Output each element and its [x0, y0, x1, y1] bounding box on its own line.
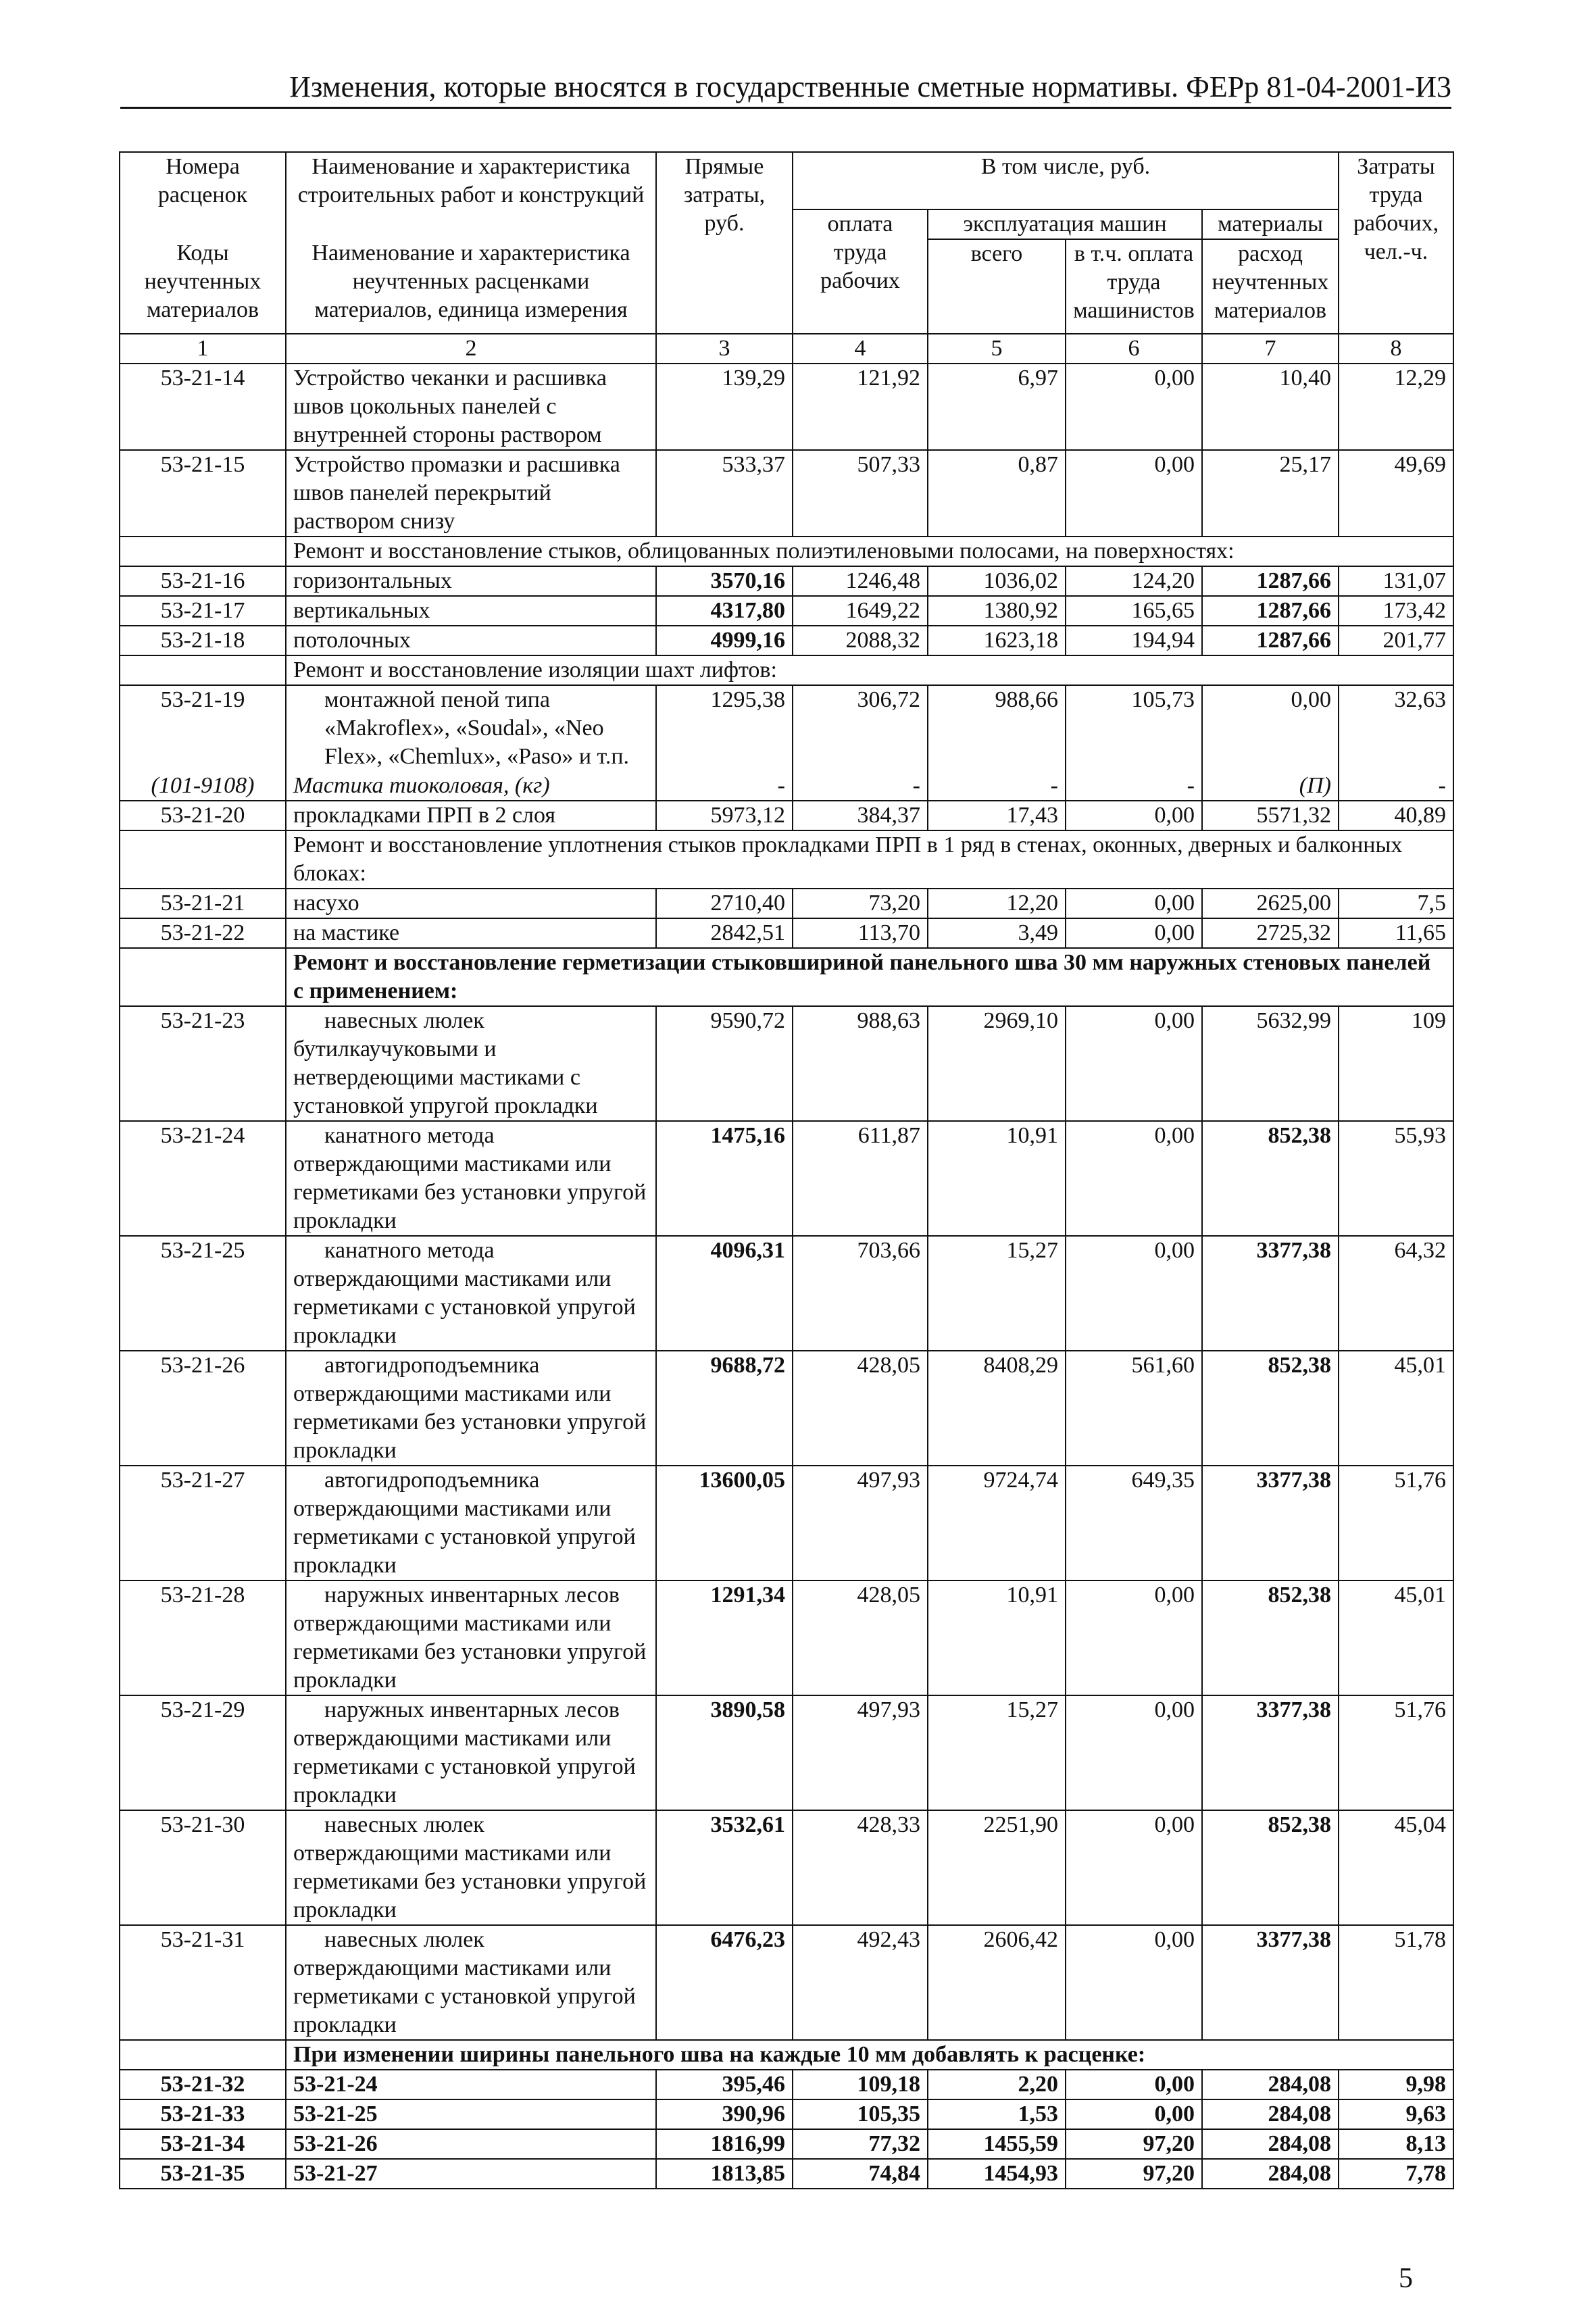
machines-total: 2,20 — [928, 2070, 1066, 2099]
labor: 64,32 — [1339, 1236, 1453, 1351]
direct-costs: 1813,85 — [656, 2159, 793, 2189]
section-row — [120, 948, 1453, 1006]
section-title: Ремонт и восстановление стыков, облицованных полиэтиленовыми полосами, на поверхностях: — [286, 537, 1453, 566]
header-materials-group: материалы — [1202, 209, 1339, 239]
machines-total: 2606,42 — [928, 1925, 1066, 2040]
materials: 1287,66 — [1202, 626, 1339, 655]
labor: 51,76 — [1339, 1466, 1453, 1580]
materials: (П) — [1202, 772, 1339, 801]
column-number: 4 — [793, 334, 928, 364]
wages: 703,66 — [793, 1236, 928, 1351]
table-row — [120, 1695, 1453, 1810]
machines-total: 1380,92 — [928, 596, 1066, 626]
section-title: Ремонт и восстановление изоляции шахт лифтов: — [286, 655, 1453, 685]
direct-costs: 139,29 — [656, 364, 793, 450]
rate-code: 53-21-34 — [120, 2129, 286, 2159]
machines-total: 6,97 — [928, 364, 1066, 450]
page-number: 5 — [1399, 2263, 1413, 2294]
direct-costs: 4999,16 — [656, 626, 793, 655]
machines-total: 2969,10 — [928, 1006, 1066, 1121]
work-name: канатного метода отверждающими мастиками или герметиками без установки упругой прокладки — [286, 1121, 656, 1236]
header-name-bottom: Наименование и характеристика неучтенных расценками материалов, единица измерения — [286, 239, 656, 334]
table-row — [120, 596, 1453, 626]
rate-code: 53-21-28 — [120, 1580, 286, 1695]
work-name: наружных инвентарных лесов отверждающими мастиками или герметиками с установкой упругой прокладки — [286, 1695, 656, 1810]
machinist-wages: - — [1066, 772, 1202, 801]
wages: 611,87 — [793, 1121, 928, 1236]
rate-code: 53-21-26 — [120, 1351, 286, 1466]
materials: 3377,38 — [1202, 1695, 1339, 1810]
machinist-wages: 0,00 — [1066, 450, 1202, 537]
work-name: прокладками ПРП в 2 слоя — [286, 801, 656, 830]
table-row — [120, 2159, 1453, 2189]
direct-costs: 9590,72 — [656, 1006, 793, 1121]
rate-code: 53-21-19 — [120, 685, 286, 772]
labor: 51,76 — [1339, 1695, 1453, 1810]
labor: 45,01 — [1339, 1351, 1453, 1466]
machinist-wages: 561,60 — [1066, 1351, 1202, 1466]
header-materials: расход неучтенных материалов — [1202, 239, 1339, 334]
machines-total: 10,91 — [928, 1121, 1066, 1236]
direct-costs: - — [656, 772, 793, 801]
header-row — [120, 152, 1453, 209]
table-row — [120, 450, 1453, 537]
work-name: монтажной пеной типа «Makroflex», «Soudal», «Neo Flex», «Chemlux», «Paso» и т.п. — [286, 685, 656, 772]
rate-code: 53-21-35 — [120, 2159, 286, 2189]
labor: 9,98 — [1339, 2070, 1453, 2099]
wages: - — [793, 772, 928, 801]
labor: 131,07 — [1339, 566, 1453, 596]
machinist-wages: 0,00 — [1066, 1121, 1202, 1236]
direct-costs: 3570,16 — [656, 566, 793, 596]
page-header: Изменения, которые вносятся в государственные сметные нормативы. ФЕРр 81-04-2001-И3 — [120, 68, 1451, 109]
header-name-top: Наименование и характеристика строительных работ и конструкций — [286, 152, 656, 209]
rate-code: 53-21-21 — [120, 889, 286, 918]
rate-code: 53-21-27 — [120, 1466, 286, 1580]
labor: 201,77 — [1339, 626, 1453, 655]
table-row — [120, 566, 1453, 596]
rate-code: 53-21-29 — [120, 1695, 286, 1810]
table-row — [120, 1236, 1453, 1351]
work-name: наружных инвентарных лесов отверждающими мастиками или герметиками без установки упругой прокладки — [286, 1580, 656, 1695]
machines-total: 1454,93 — [928, 2159, 1066, 2189]
machinist-wages: 105,73 — [1066, 685, 1202, 772]
base-rate-reference: 53-21-24 — [286, 2070, 656, 2099]
materials: 3377,38 — [1202, 1925, 1339, 2040]
labor: 49,69 — [1339, 450, 1453, 537]
work-name: навесных люлек отверждающими мастиками или герметиками без установки упругой прокладки — [286, 1810, 656, 1925]
work-name: Устройство чеканки и расшивка швов цокольных панелей с внутренней стороны раствором — [286, 364, 656, 450]
rate-code: 53-21-14 — [120, 364, 286, 450]
header-machinist-wages: в т.ч. оплата труда машинистов — [1066, 239, 1202, 334]
machinist-wages: 0,00 — [1066, 1925, 1202, 2040]
column-number: 2 — [286, 334, 656, 364]
machines-total: 12,20 — [928, 889, 1066, 918]
materials: 5632,99 — [1202, 1006, 1339, 1121]
machinist-wages: 0,00 — [1066, 2099, 1202, 2129]
labor: 109 — [1339, 1006, 1453, 1121]
machines-total: - — [928, 772, 1066, 801]
header-labor: Затраты труда рабочих, чел.-ч. — [1339, 152, 1453, 334]
direct-costs: 1475,16 — [656, 1121, 793, 1236]
rate-code: 53-21-32 — [120, 2070, 286, 2099]
materials: 3377,38 — [1202, 1236, 1339, 1351]
column-number: 7 — [1202, 334, 1339, 364]
wages: 1649,22 — [793, 596, 928, 626]
materials: 2625,00 — [1202, 889, 1339, 918]
materials: 25,17 — [1202, 450, 1339, 537]
labor: 32,63 — [1339, 685, 1453, 772]
labor: - — [1339, 772, 1453, 801]
section-title: При изменении ширины панельного шва на каждые 10 мм добавлять к расценке: — [286, 2040, 1453, 2070]
materials: 5571,32 — [1202, 801, 1339, 830]
table-row — [120, 2129, 1453, 2159]
materials: 852,38 — [1202, 1121, 1339, 1236]
base-rate-reference: 53-21-27 — [286, 2159, 656, 2189]
direct-costs: 4317,80 — [656, 596, 793, 626]
direct-costs: 3532,61 — [656, 1810, 793, 1925]
wages: 428,05 — [793, 1580, 928, 1695]
machines-total: 1036,02 — [928, 566, 1066, 596]
table-row — [120, 1810, 1453, 1925]
material-name: Мастика тиоколовая, (кг) — [286, 772, 656, 801]
machines-total: 1,53 — [928, 2099, 1066, 2129]
machinist-wages: 0,00 — [1066, 1236, 1202, 1351]
machines-total: 8408,29 — [928, 1351, 1066, 1466]
direct-costs: 2710,40 — [656, 889, 793, 918]
header-code-top: Номера расценок — [120, 152, 286, 209]
material-row — [120, 772, 1453, 801]
work-name: горизонтальных — [286, 566, 656, 596]
header-machines-total: всего — [928, 239, 1066, 334]
labor: 51,78 — [1339, 1925, 1453, 2040]
labor: 55,93 — [1339, 1121, 1453, 1236]
rates-table — [119, 151, 1454, 2189]
machinist-wages: 0,00 — [1066, 364, 1202, 450]
header-including: В том числе, руб. — [793, 152, 1339, 209]
table-row — [120, 685, 1453, 772]
wages: 121,92 — [793, 364, 928, 450]
machines-total: 17,43 — [928, 801, 1066, 830]
table-row — [120, 1351, 1453, 1466]
work-name: Устройство промазки и расшивка швов панелей перекрытий раствором снизу — [286, 450, 656, 537]
materials: 284,08 — [1202, 2159, 1339, 2189]
section-row — [120, 655, 1453, 685]
table-row — [120, 626, 1453, 655]
machinist-wages: 124,20 — [1066, 566, 1202, 596]
materials: 284,08 — [1202, 2070, 1339, 2099]
table-row — [120, 889, 1453, 918]
section-row — [120, 537, 1453, 566]
rate-code: 53-21-20 — [120, 801, 286, 830]
column-numbers-row — [120, 334, 1453, 364]
direct-costs: 2842,51 — [656, 918, 793, 948]
materials: 852,38 — [1202, 1580, 1339, 1695]
machinist-wages: 0,00 — [1066, 889, 1202, 918]
machinist-wages: 194,94 — [1066, 626, 1202, 655]
wages: 497,93 — [793, 1695, 928, 1810]
direct-costs: 9688,72 — [656, 1351, 793, 1466]
table-row — [120, 801, 1453, 830]
wages: 74,84 — [793, 2159, 928, 2189]
direct-costs: 390,96 — [656, 2099, 793, 2129]
machines-total: 0,87 — [928, 450, 1066, 537]
machinist-wages: 0,00 — [1066, 801, 1202, 830]
machinist-wages: 97,20 — [1066, 2129, 1202, 2159]
wages: 77,32 — [793, 2129, 928, 2159]
materials: 10,40 — [1202, 364, 1339, 450]
labor: 40,89 — [1339, 801, 1453, 830]
machines-total: 3,49 — [928, 918, 1066, 948]
labor: 173,42 — [1339, 596, 1453, 626]
machinist-wages: 649,35 — [1066, 1466, 1202, 1580]
wages: 73,20 — [793, 889, 928, 918]
rate-code: 53-21-15 — [120, 450, 286, 537]
labor: 45,04 — [1339, 1810, 1453, 1925]
direct-costs: 395,46 — [656, 2070, 793, 2099]
work-name: насухо — [286, 889, 656, 918]
rate-code: 53-21-31 — [120, 1925, 286, 2040]
column-number: 1 — [120, 334, 286, 364]
wages: 105,35 — [793, 2099, 928, 2129]
machinist-wages: 0,00 — [1066, 2070, 1202, 2099]
materials: 2725,32 — [1202, 918, 1339, 948]
machinist-wages: 0,00 — [1066, 1695, 1202, 1810]
direct-costs: 6476,23 — [656, 1925, 793, 2040]
labor: 45,01 — [1339, 1580, 1453, 1695]
direct-costs: 533,37 — [656, 450, 793, 537]
direct-costs: 1295,38 — [656, 685, 793, 772]
base-rate-reference: 53-21-26 — [286, 2129, 656, 2159]
work-name: на мастике — [286, 918, 656, 948]
wages: 113,70 — [793, 918, 928, 948]
work-name: вертикальных — [286, 596, 656, 626]
machinist-wages: 0,00 — [1066, 1810, 1202, 1925]
machines-total: 2251,90 — [928, 1810, 1066, 1925]
work-name: навесных люлек бутилкаучуковыми и нетвердеющими мастиками с установкой упругой прокладки — [286, 1006, 656, 1121]
materials: 1287,66 — [1202, 566, 1339, 596]
wages: 507,33 — [793, 450, 928, 537]
machines-total: 9724,74 — [928, 1466, 1066, 1580]
table-row — [120, 1466, 1453, 1580]
machinist-wages: 0,00 — [1066, 1580, 1202, 1695]
direct-costs: 5973,12 — [656, 801, 793, 830]
column-number: 3 — [656, 334, 793, 364]
materials: 852,38 — [1202, 1351, 1339, 1466]
table-row — [120, 364, 1453, 450]
work-name: навесных люлек отверждающими мастиками или герметиками с установкой упругой прокладки — [286, 1925, 656, 2040]
header-direct-costs: Прямые затраты, руб. — [656, 152, 793, 334]
labor: 8,13 — [1339, 2129, 1453, 2159]
machines-total: 15,27 — [928, 1695, 1066, 1810]
base-rate-reference: 53-21-25 — [286, 2099, 656, 2129]
table-row — [120, 1580, 1453, 1695]
table-row — [120, 918, 1453, 948]
rate-code: 53-21-18 — [120, 626, 286, 655]
section-title: Ремонт и восстановление уплотнения стыков прокладками ПРП в 1 ряд в стенах, оконных, дверных и балконных блоках: — [286, 830, 1453, 889]
wages: 109,18 — [793, 2070, 928, 2099]
rate-code: 53-21-22 — [120, 918, 286, 948]
rate-code: 53-21-23 — [120, 1006, 286, 1121]
wages: 384,37 — [793, 801, 928, 830]
labor: 12,29 — [1339, 364, 1453, 450]
wages: 306,72 — [793, 685, 928, 772]
wages: 1246,48 — [793, 566, 928, 596]
materials: 284,08 — [1202, 2099, 1339, 2129]
table-row — [120, 1925, 1453, 2040]
work-name: потолочных — [286, 626, 656, 655]
section-row — [120, 830, 1453, 889]
wages: 988,63 — [793, 1006, 928, 1121]
column-number: 5 — [928, 334, 1066, 364]
machinist-wages: 165,65 — [1066, 596, 1202, 626]
work-name: канатного метода отверждающими мастиками или герметиками с установкой упругой прокладки — [286, 1236, 656, 1351]
materials: 1287,66 — [1202, 596, 1339, 626]
table-row — [120, 1006, 1453, 1121]
work-name: автогидроподъемника отверждающими мастиками или герметиками с установкой упругой прокладки — [286, 1466, 656, 1580]
materials: 852,38 — [1202, 1810, 1339, 1925]
machinist-wages: 0,00 — [1066, 918, 1202, 948]
header-wages: оплата труда рабочих — [793, 209, 928, 334]
direct-costs: 3890,58 — [656, 1695, 793, 1810]
machinist-wages: 0,00 — [1066, 1006, 1202, 1121]
table-row — [120, 1121, 1453, 1236]
machinist-wages: 97,20 — [1066, 2159, 1202, 2189]
wages: 492,43 — [793, 1925, 928, 2040]
machines-total: 1623,18 — [928, 626, 1066, 655]
rate-code: 53-21-24 — [120, 1121, 286, 1236]
direct-costs: 4096,31 — [656, 1236, 793, 1351]
rate-code: 53-21-16 — [120, 566, 286, 596]
work-name: автогидроподъемника отверждающими мастиками или герметиками без установки упругой прокладки — [286, 1351, 656, 1466]
labor: 9,63 — [1339, 2099, 1453, 2129]
rate-code: 53-21-33 — [120, 2099, 286, 2129]
rate-code: 53-21-17 — [120, 596, 286, 626]
column-number: 8 — [1339, 334, 1453, 364]
table-row — [120, 2070, 1453, 2099]
machines-total: 10,91 — [928, 1580, 1066, 1695]
wages: 2088,32 — [793, 626, 928, 655]
column-number: 6 — [1066, 334, 1202, 364]
header-code-bottom: Коды неучтенных материалов — [120, 239, 286, 334]
section-title: Ремонт и восстановление герметизации стыковшириной панельного шва 30 мм наружных стеновых панелей с применением: — [286, 948, 1453, 1006]
materials: 3377,38 — [1202, 1466, 1339, 1580]
wages: 497,93 — [793, 1466, 928, 1580]
materials: 0,00 — [1202, 685, 1339, 772]
direct-costs: 1291,34 — [656, 1580, 793, 1695]
machines-total: 1455,59 — [928, 2129, 1066, 2159]
materials: 284,08 — [1202, 2129, 1339, 2159]
direct-costs: 13600,05 — [656, 1466, 793, 1580]
labor: 7,5 — [1339, 889, 1453, 918]
rate-code: 53-21-30 — [120, 1810, 286, 1925]
section-row — [120, 2040, 1453, 2070]
material-code: (101-9108) — [120, 772, 286, 801]
labor: 7,78 — [1339, 2159, 1453, 2189]
wages: 428,33 — [793, 1810, 928, 1925]
header-machines: эксплуатация машин — [928, 209, 1202, 239]
rate-code: 53-21-25 — [120, 1236, 286, 1351]
machines-total: 988,66 — [928, 685, 1066, 772]
table-row — [120, 2099, 1453, 2129]
machines-total: 15,27 — [928, 1236, 1066, 1351]
wages: 428,05 — [793, 1351, 928, 1466]
labor: 11,65 — [1339, 918, 1453, 948]
direct-costs: 1816,99 — [656, 2129, 793, 2159]
